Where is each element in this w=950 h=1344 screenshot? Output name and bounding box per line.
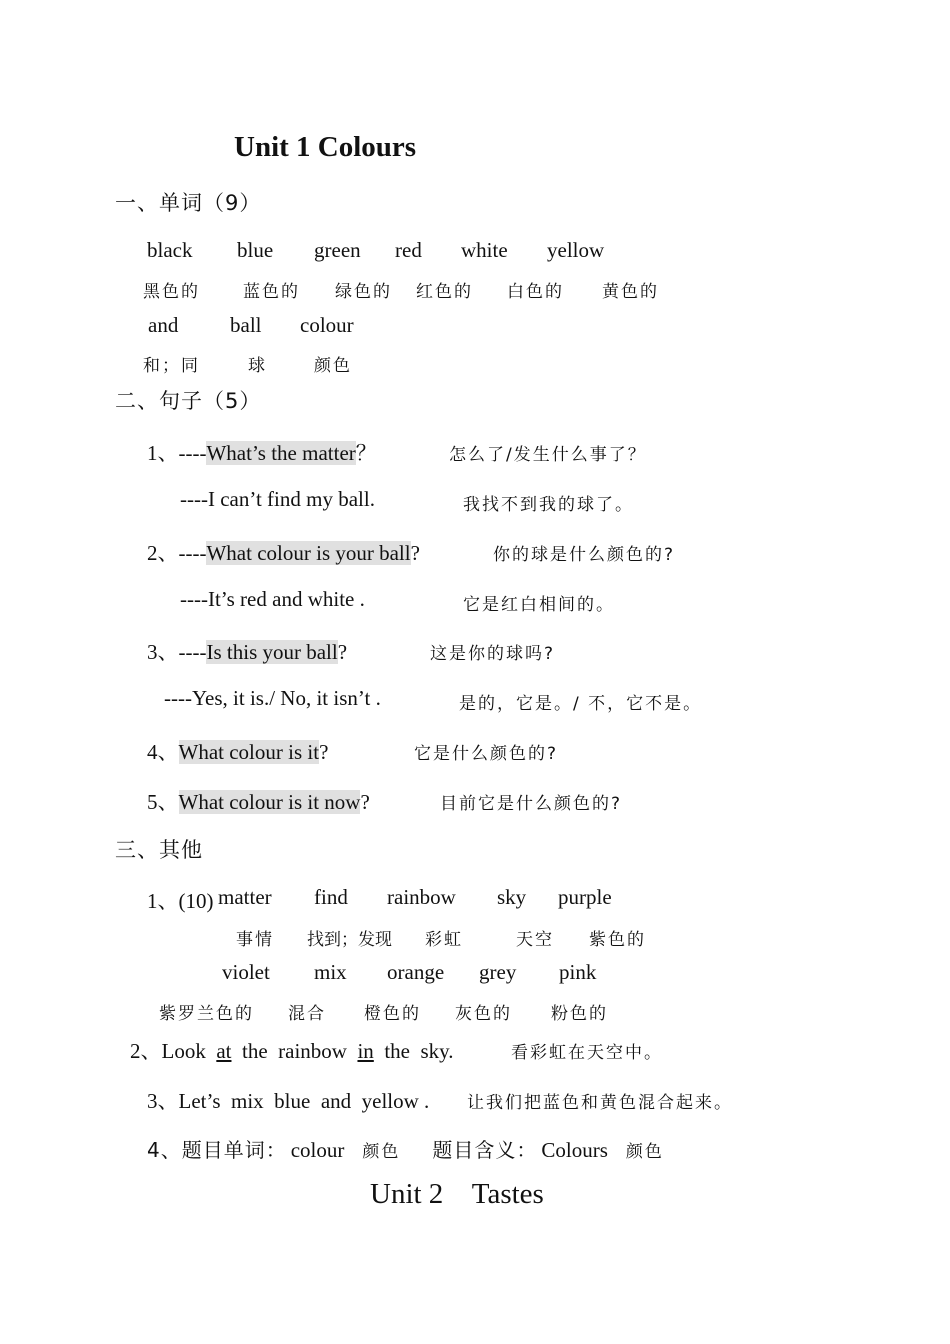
others-3-cn: 让我们把蓝色和黄色混合起来。: [467, 1093, 733, 1113]
word-cn: 红色的: [416, 282, 473, 302]
word-en: pink: [559, 960, 597, 984]
word-cn: 蓝色的: [243, 282, 300, 302]
sentence-3-question-cn: 这是你的球吗?: [430, 644, 556, 664]
punctuation: ?: [337, 640, 348, 664]
sentence-2-answer: ----It’s red and white .: [180, 587, 365, 611]
sentence-1-answer-cn: 我找不到我的球了。: [463, 495, 634, 515]
word-cn: 颜色: [314, 356, 352, 376]
sentence-1-question: [147, 437, 377, 467]
item-number: 2、: [130, 1039, 162, 1063]
sentence-number: 3、----: [147, 640, 207, 664]
word-cn: 球: [248, 356, 267, 376]
word-en: black: [147, 238, 193, 262]
punctuation: ?: [319, 740, 329, 764]
word-cn: 颜色: [625, 1142, 664, 1162]
word-en: rainbow: [387, 885, 456, 909]
sentence-3-answer-cn: 是的，它是。/ 不，它不是。: [459, 694, 703, 714]
label: 4、题目单词：: [147, 1138, 287, 1162]
word-cn: 彩虹: [425, 930, 463, 950]
word-cn: 黑色的: [143, 282, 200, 302]
underlined-word: at: [216, 1039, 232, 1063]
word-en: Colours: [541, 1138, 608, 1162]
sentence-text: the rainbow: [231, 1039, 358, 1063]
section-words-heading: 一、单词（9）: [115, 191, 262, 215]
word-en: white: [461, 238, 508, 262]
word-en: violet: [222, 960, 270, 984]
others-2-cn: 看彩虹在天空中。: [511, 1043, 663, 1063]
word-cn: 绿色的: [335, 282, 392, 302]
highlighted-phrase: Is this your ball: [206, 640, 338, 664]
word-en: and: [148, 313, 179, 337]
sentence-4-question: [147, 736, 328, 766]
sentence-5-question-cn: 目前它是什么颜色的?: [440, 794, 623, 814]
word-en: red: [395, 238, 422, 262]
punctuation: ？: [355, 441, 377, 465]
word-cn: 粉色的: [551, 1004, 608, 1024]
highlighted-phrase: What colour is it: [178, 740, 320, 764]
word-en: orange: [387, 960, 445, 984]
sentence-4-question-cn: 它是什么颜色的?: [414, 744, 559, 764]
word-cn: 天空: [516, 930, 554, 950]
word-en: yellow: [547, 238, 605, 262]
unit1-title: Unit 1 Colours: [234, 131, 417, 163]
sentence-number: 5、: [147, 790, 179, 814]
sentence-2-question-cn: 你的球是什么颜色的?: [493, 545, 676, 565]
highlighted-phrase: What colour is it now: [178, 790, 361, 814]
word-cn: 找到；发现: [307, 930, 392, 950]
sentence-5-question: [147, 786, 370, 816]
others-4-line: [147, 1134, 664, 1163]
word-en: colour: [300, 313, 354, 337]
word-cn: 事情: [236, 930, 274, 950]
label: 题目含义：: [432, 1138, 538, 1162]
sentence-number: 2、----: [147, 541, 207, 565]
unit2-title: Unit 2 Tastes: [370, 1178, 544, 1210]
word-cn: 和；同: [143, 356, 200, 376]
word-cn: 紫罗兰色的: [159, 1004, 254, 1024]
word-cn: 橙色的: [364, 1004, 421, 1024]
word-en: mix: [314, 960, 347, 984]
word-cn: 紫色的: [589, 930, 646, 950]
sentence-1-question-cn: 怎么了/发生什么事了？: [449, 445, 647, 465]
sentence-1-answer: ----I can’t find my ball.: [180, 487, 375, 511]
item-label: 1、(10): [147, 889, 214, 913]
word-cn: 白色的: [507, 282, 564, 302]
section-sentences-heading: 二、句子（5）: [115, 389, 262, 413]
highlighted-phrase: What colour is your ball: [206, 541, 411, 565]
sentence-text: the sky.: [373, 1039, 454, 1063]
sentence-2-question: [147, 537, 420, 567]
word-en: grey: [479, 960, 517, 984]
word-cn: 混合: [288, 1004, 326, 1024]
sentence-2-answer-cn: 它是红白相间的。: [463, 595, 615, 615]
highlighted-phrase: What’s the matter: [206, 441, 356, 465]
underlined-word: in: [357, 1039, 374, 1063]
others-3-sentence: 3、Let’s mix blue and yellow .: [147, 1089, 430, 1113]
sentence-number: 4、: [147, 740, 179, 764]
word-en: matter: [218, 885, 272, 909]
sentence-3-question: [147, 636, 347, 666]
word-en: sky: [497, 885, 527, 909]
punctuation: ?: [360, 790, 370, 814]
word-en: blue: [237, 238, 274, 262]
word-en: purple: [558, 885, 612, 909]
word-en: ball: [230, 313, 262, 337]
word-en: colour: [290, 1138, 345, 1162]
section-others-heading: 三、其他: [115, 838, 203, 862]
word-cn: 灰色的: [455, 1004, 512, 1024]
word-cn: 黄色的: [602, 282, 659, 302]
sentence-text: Look: [161, 1039, 217, 1063]
others-2-sentence: [130, 1035, 454, 1065]
sentence-number: 1、----: [147, 441, 207, 465]
punctuation: ?: [410, 541, 420, 565]
word-en: find: [314, 885, 348, 909]
word-en: green: [314, 238, 361, 262]
word-cn: 颜色: [362, 1142, 401, 1162]
sentence-3-answer: ----Yes, it is./ No, it isn’t .: [164, 686, 381, 710]
